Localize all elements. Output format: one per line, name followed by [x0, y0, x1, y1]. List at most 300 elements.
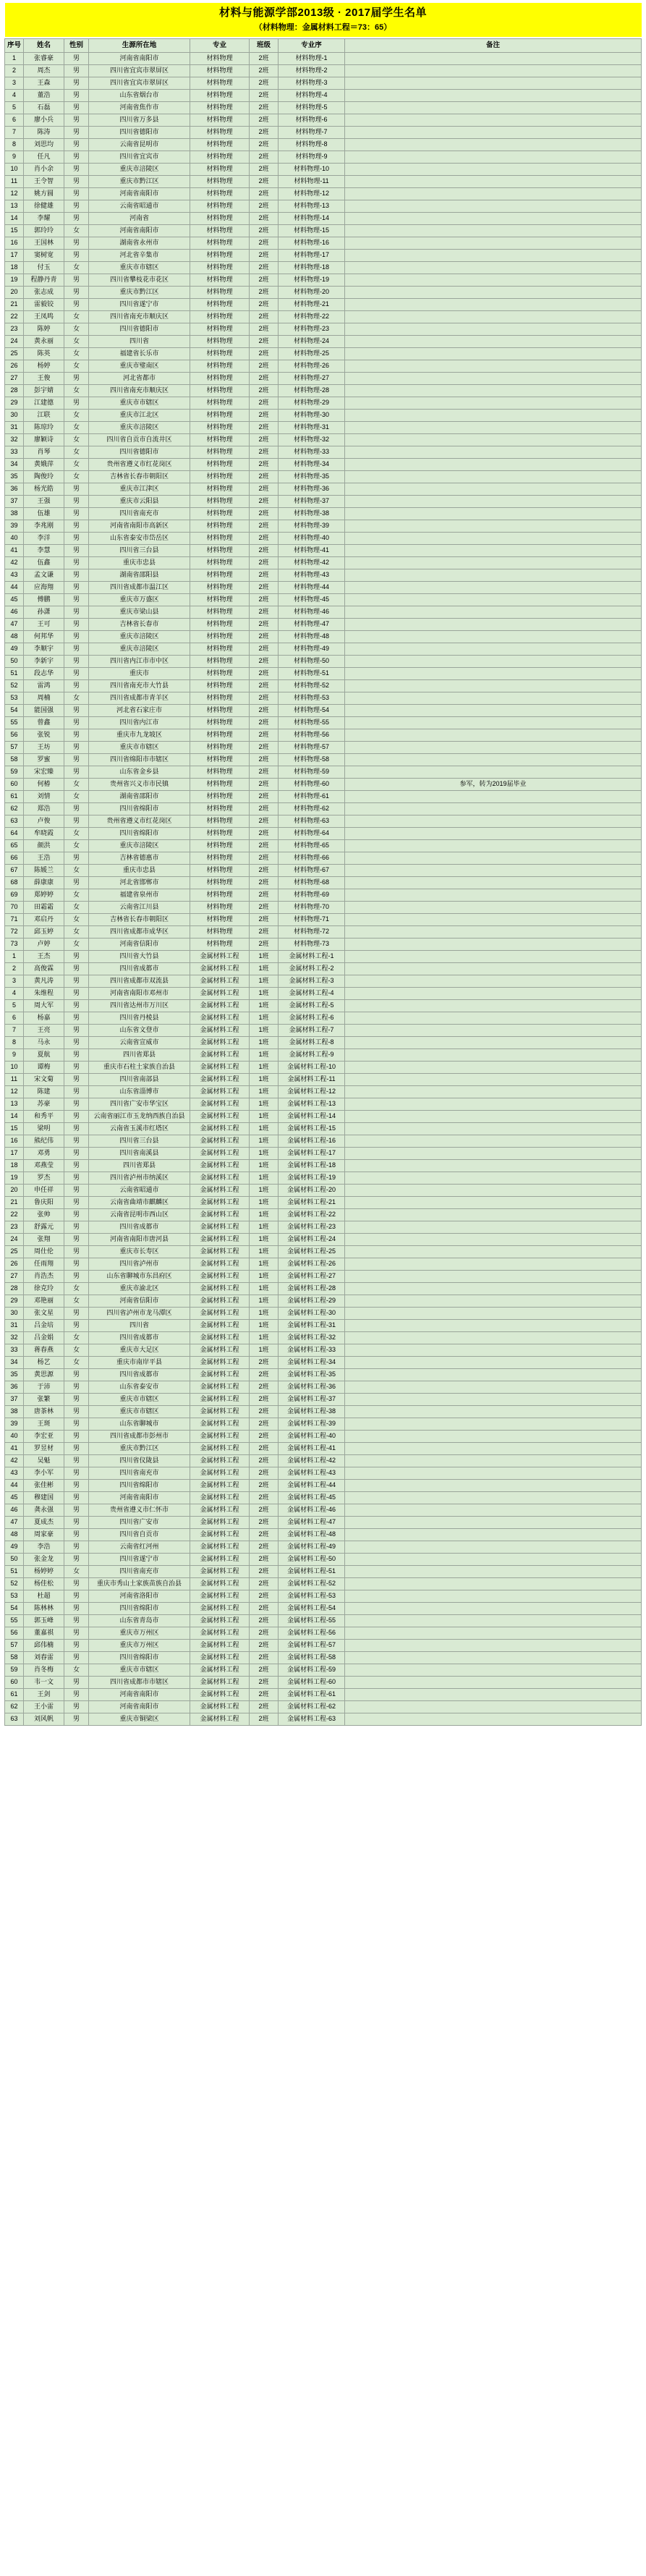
cell-class: 2班 — [250, 1369, 279, 1381]
cell-index: 9 — [5, 1049, 24, 1062]
cell-sex: 男 — [64, 1578, 89, 1590]
cell-index: 73 — [5, 939, 24, 951]
cell-sex: 女 — [64, 1357, 89, 1369]
table-row — [5, 988, 642, 1000]
cell-major-no: 材料物理-70 — [279, 902, 345, 914]
cell-origin: 四川省广安市华宝区 — [89, 1098, 190, 1111]
cell-name: 郑浩 — [24, 803, 64, 815]
cell-class: 2班 — [250, 1455, 279, 1467]
cell-note — [345, 1664, 642, 1677]
cell-origin: 福建省长乐市 — [89, 348, 190, 360]
cell-major: 金属材料工程 — [190, 1197, 250, 1209]
cell-sex: 男 — [64, 754, 89, 766]
table-row — [5, 1049, 642, 1062]
cell-name: 邓艳丽 — [24, 1295, 64, 1308]
col-origin: 生源所在地 — [89, 39, 190, 53]
cell-note — [345, 459, 642, 471]
cell-class: 1班 — [250, 1332, 279, 1344]
cell-origin: 四川省成都市 — [89, 1221, 190, 1234]
cell-sex: 男 — [64, 299, 89, 311]
cell-class: 2班 — [250, 188, 279, 200]
cell-class: 2班 — [250, 77, 279, 90]
table-row — [5, 1283, 642, 1295]
cell-origin: 四川省南充市顺庆区 — [89, 311, 190, 323]
cell-sex: 男 — [64, 766, 89, 779]
cell-note — [345, 1590, 642, 1603]
cell-origin: 河南省焦作市 — [89, 102, 190, 114]
cell-name: 邱玉婷 — [24, 926, 64, 939]
cell-class: 2班 — [250, 569, 279, 582]
cell-name: 邓启丹 — [24, 914, 64, 926]
cell-major: 金属材料工程 — [190, 1627, 250, 1640]
cell-note — [345, 754, 642, 766]
cell-name: 董嘉祺 — [24, 1627, 64, 1640]
cell-major: 材料物理 — [190, 852, 250, 865]
cell-class: 2班 — [250, 1480, 279, 1492]
cell-sex: 男 — [64, 680, 89, 692]
cell-class: 1班 — [250, 975, 279, 988]
cell-major: 材料物理 — [190, 914, 250, 926]
cell-major: 材料物理 — [190, 360, 250, 373]
cell-major-no: 材料物理-31 — [279, 422, 345, 434]
cell-origin: 四川省南充市 — [89, 1467, 190, 1480]
cell-index: 39 — [5, 1418, 24, 1431]
cell-major: 材料物理 — [190, 262, 250, 274]
cell-major-no: 金属材料工程-30 — [279, 1308, 345, 1320]
cell-origin: 重庆市万州区 — [89, 1640, 190, 1652]
cell-class: 2班 — [250, 631, 279, 643]
cell-class: 2班 — [250, 791, 279, 803]
cell-note — [345, 656, 642, 668]
cell-origin: 贵州省兴义市市民镇 — [89, 779, 190, 791]
table-row — [5, 1332, 642, 1344]
table-row — [5, 1344, 642, 1357]
cell-note — [345, 877, 642, 889]
cell-index: 23 — [5, 1221, 24, 1234]
cell-class: 2班 — [250, 545, 279, 557]
cell-major: 材料物理 — [190, 582, 250, 594]
cell-name: 付玉 — [24, 262, 64, 274]
cell-name: 王森 — [24, 77, 64, 90]
cell-name: 应海翔 — [24, 582, 64, 594]
cell-note — [345, 1455, 642, 1467]
cell-class: 1班 — [250, 1271, 279, 1283]
cell-sex: 女 — [64, 692, 89, 705]
cell-sex: 男 — [64, 803, 89, 815]
cell-major: 材料物理 — [190, 680, 250, 692]
cell-class: 2班 — [250, 902, 279, 914]
cell-major-no: 材料物理-28 — [279, 385, 345, 397]
cell-index: 48 — [5, 1529, 24, 1541]
cell-index: 50 — [5, 656, 24, 668]
table-row — [5, 373, 642, 385]
cell-origin: 吉林省长春市朝阳区 — [89, 914, 190, 926]
cell-sex: 女 — [64, 348, 89, 360]
cell-class: 2班 — [250, 705, 279, 717]
cell-sex: 男 — [64, 619, 89, 631]
cell-sex: 女 — [64, 434, 89, 446]
cell-origin: 重庆市涪陵区 — [89, 164, 190, 176]
cell-name: 李宏亚 — [24, 1431, 64, 1443]
cell-index: 60 — [5, 779, 24, 791]
cell-major: 金属材料工程 — [190, 1148, 250, 1160]
cell-sex: 男 — [64, 705, 89, 717]
cell-major-no: 金属材料工程-42 — [279, 1455, 345, 1467]
cell-class: 1班 — [250, 1234, 279, 1246]
cell-index: 1 — [5, 951, 24, 963]
cell-note — [345, 1172, 642, 1185]
cell-index: 62 — [5, 803, 24, 815]
cell-index: 14 — [5, 213, 24, 225]
table-row — [5, 1111, 642, 1123]
cell-origin: 四川省郑县 — [89, 1160, 190, 1172]
cell-origin: 四川省自贡市自流井区 — [89, 434, 190, 446]
cell-class: 2班 — [250, 742, 279, 754]
table-row — [5, 410, 642, 422]
cell-sex: 女 — [64, 471, 89, 483]
cell-note — [345, 200, 642, 213]
cell-major: 材料物理 — [190, 791, 250, 803]
cell-origin: 四川省仪陇县 — [89, 1455, 190, 1467]
cell-index: 39 — [5, 520, 24, 533]
cell-note — [345, 1652, 642, 1664]
cell-sex: 男 — [64, 1689, 89, 1701]
cell-major-no: 材料物理-13 — [279, 200, 345, 213]
cell-class: 1班 — [250, 1086, 279, 1098]
cell-name: 廖颖诗 — [24, 434, 64, 446]
cell-name: 李兆刚 — [24, 520, 64, 533]
cell-class: 2班 — [250, 815, 279, 828]
cell-index: 26 — [5, 1258, 24, 1271]
cell-note — [345, 742, 642, 754]
cell-name: 王凤鸣 — [24, 311, 64, 323]
cell-major: 金属材料工程 — [190, 1111, 250, 1123]
cell-note — [345, 496, 642, 508]
cell-name: 石磊 — [24, 102, 64, 114]
cell-major-no: 材料物理-40 — [279, 533, 345, 545]
cell-sex: 女 — [64, 225, 89, 237]
cell-major: 材料物理 — [190, 939, 250, 951]
cell-name: 周杰 — [24, 65, 64, 77]
cell-note — [345, 323, 642, 336]
cell-index: 41 — [5, 1443, 24, 1455]
cell-note — [345, 1037, 642, 1049]
cell-note — [345, 1135, 642, 1148]
cell-class: 2班 — [250, 90, 279, 102]
cell-class: 1班 — [250, 1295, 279, 1308]
cell-name: 张金龙 — [24, 1554, 64, 1566]
cell-index: 8 — [5, 1037, 24, 1049]
cell-name: 申任祥 — [24, 1185, 64, 1197]
cell-major: 金属材料工程 — [190, 1271, 250, 1283]
cell-major-no: 金属材料工程-37 — [279, 1394, 345, 1406]
cell-major-no: 金属材料工程-35 — [279, 1369, 345, 1381]
cell-index: 46 — [5, 606, 24, 619]
cell-note — [345, 1148, 642, 1160]
cell-major: 金属材料工程 — [190, 1603, 250, 1615]
cell-note — [345, 1098, 642, 1111]
cell-note — [345, 668, 642, 680]
cell-class: 2班 — [250, 1517, 279, 1529]
cell-note — [345, 1344, 642, 1357]
cell-origin: 四川省三台县 — [89, 545, 190, 557]
cell-major: 金属材料工程 — [190, 1123, 250, 1135]
cell-class: 2班 — [250, 606, 279, 619]
table-row — [5, 1258, 642, 1271]
cell-origin: 河南省南阳市高新区 — [89, 520, 190, 533]
cell-major: 金属材料工程 — [190, 1283, 250, 1295]
cell-name: 蒋春燕 — [24, 1344, 64, 1357]
cell-note — [345, 373, 642, 385]
cell-note — [345, 1123, 642, 1135]
cell-name: 邓勇 — [24, 1148, 64, 1160]
table-row — [5, 237, 642, 250]
cell-note — [345, 1467, 642, 1480]
cell-origin: 河南省南阳市邓州市 — [89, 988, 190, 1000]
cell-origin: 四川省绵阳市 — [89, 1603, 190, 1615]
cell-sex: 男 — [64, 1381, 89, 1394]
cell-name: 张睿豪 — [24, 53, 64, 65]
cell-class: 2班 — [250, 287, 279, 299]
table-row — [5, 77, 642, 90]
cell-name: 伍鑫 — [24, 557, 64, 569]
cell-origin: 四川省南部县 — [89, 1074, 190, 1086]
cell-sex: 男 — [64, 151, 89, 164]
cell-major: 材料物理 — [190, 828, 250, 840]
cell-note — [345, 225, 642, 237]
cell-class: 2班 — [250, 434, 279, 446]
cell-index: 64 — [5, 828, 24, 840]
cell-note — [345, 680, 642, 692]
cell-index: 49 — [5, 1541, 24, 1554]
cell-note — [345, 65, 642, 77]
cell-major: 金属材料工程 — [190, 1135, 250, 1148]
cell-major: 金属材料工程 — [190, 1443, 250, 1455]
cell-origin: 四川省宜宾市 — [89, 151, 190, 164]
cell-name: 龚永强 — [24, 1504, 64, 1517]
cell-major: 材料物理 — [190, 729, 250, 742]
cell-major: 材料物理 — [190, 250, 250, 262]
cell-sex: 男 — [64, 1677, 89, 1689]
cell-origin: 四川省泸州市纳溪区 — [89, 1172, 190, 1185]
cell-origin: 河北省辛集市 — [89, 250, 190, 262]
cell-sex: 男 — [64, 631, 89, 643]
cell-name: 姚方圆 — [24, 188, 64, 200]
table-row — [5, 1320, 642, 1332]
cell-origin: 河北省都市 — [89, 373, 190, 385]
cell-class: 2班 — [250, 1529, 279, 1541]
cell-index: 7 — [5, 127, 24, 139]
cell-major: 金属材料工程 — [190, 1185, 250, 1197]
cell-class: 2班 — [250, 1566, 279, 1578]
cell-major-no: 金属材料工程-26 — [279, 1258, 345, 1271]
cell-origin: 山东省泰安市岱岳区 — [89, 533, 190, 545]
cell-note — [345, 1554, 642, 1566]
cell-major: 金属材料工程 — [190, 1677, 250, 1689]
cell-major-no: 金属材料工程-49 — [279, 1541, 345, 1554]
cell-origin: 重庆市 — [89, 668, 190, 680]
cell-class: 2班 — [250, 1541, 279, 1554]
cell-name: 张翔 — [24, 1234, 64, 1246]
cell-major-no: 金属材料工程-8 — [279, 1037, 345, 1049]
cell-class: 1班 — [250, 951, 279, 963]
cell-class: 2班 — [250, 1652, 279, 1664]
cell-name: 周仕伦 — [24, 1246, 64, 1258]
cell-sex: 男 — [64, 1418, 89, 1431]
table-row — [5, 754, 642, 766]
table-row — [5, 139, 642, 151]
cell-name: 郭玲玲 — [24, 225, 64, 237]
table-row — [5, 656, 642, 668]
cell-name: 刘风帆 — [24, 1713, 64, 1726]
table-row — [5, 53, 642, 65]
cell-sex: 男 — [64, 1111, 89, 1123]
cell-major: 材料物理 — [190, 102, 250, 114]
cell-major-no: 材料物理-46 — [279, 606, 345, 619]
cell-note — [345, 1283, 642, 1295]
table-row — [5, 1406, 642, 1418]
cell-origin: 山东省聊城市东昌府区 — [89, 1271, 190, 1283]
cell-note — [345, 1234, 642, 1246]
cell-sex: 男 — [64, 1431, 89, 1443]
cell-index: 3 — [5, 77, 24, 90]
cell-origin: 河南省南阳市 — [89, 188, 190, 200]
table-row — [5, 299, 642, 311]
cell-name: 舒露元 — [24, 1221, 64, 1234]
cell-class: 2班 — [250, 397, 279, 410]
cell-note — [345, 1049, 642, 1062]
table-row — [5, 446, 642, 459]
cell-major-no: 材料物理-11 — [279, 176, 345, 188]
cell-note — [345, 729, 642, 742]
cell-origin: 四川省丹棱县 — [89, 1012, 190, 1025]
cell-index: 42 — [5, 557, 24, 569]
cell-name: 王剑 — [24, 1689, 64, 1701]
cell-note — [345, 619, 642, 631]
cell-origin: 四川省成都市 — [89, 963, 190, 975]
cell-major: 材料物理 — [190, 225, 250, 237]
cell-sex: 男 — [64, 1135, 89, 1148]
cell-note — [345, 1160, 642, 1172]
cell-name: 王俊 — [24, 373, 64, 385]
cell-name: 张繁 — [24, 1394, 64, 1406]
cell-note — [345, 176, 642, 188]
cell-note — [345, 483, 642, 496]
cell-class: 2班 — [250, 754, 279, 766]
cell-sex: 男 — [64, 606, 89, 619]
cell-class: 2班 — [250, 1394, 279, 1406]
cell-class: 1班 — [250, 1123, 279, 1135]
cell-name: 王亮 — [24, 1025, 64, 1037]
cell-class: 2班 — [250, 852, 279, 865]
cell-origin: 重庆市涪陵区 — [89, 643, 190, 656]
cell-major: 金属材料工程 — [190, 1332, 250, 1344]
cell-name: 牟晓霞 — [24, 828, 64, 840]
cell-origin: 河南省信阳市 — [89, 1295, 190, 1308]
cell-major-no: 金属材料工程-10 — [279, 1062, 345, 1074]
cell-origin: 河南省 — [89, 213, 190, 225]
cell-class: 1班 — [250, 1012, 279, 1025]
cell-index: 38 — [5, 1406, 24, 1418]
cell-origin: 河南省南阳市 — [89, 1689, 190, 1701]
cell-note — [345, 1258, 642, 1271]
cell-major-no: 材料物理-47 — [279, 619, 345, 631]
cell-index: 59 — [5, 1664, 24, 1677]
table-row — [5, 1271, 642, 1283]
cell-name: 罗昱材 — [24, 1443, 64, 1455]
cell-class: 2班 — [250, 65, 279, 77]
cell-note — [345, 1689, 642, 1701]
cell-major-no: 金属材料工程-58 — [279, 1652, 345, 1664]
table-row — [5, 680, 642, 692]
cell-sex: 男 — [64, 1467, 89, 1480]
table-row — [5, 828, 642, 840]
table-row — [5, 114, 642, 127]
cell-major-no: 金属材料工程-47 — [279, 1517, 345, 1529]
cell-note — [345, 1677, 642, 1689]
cell-major: 金属材料工程 — [190, 1517, 250, 1529]
table-row — [5, 213, 642, 225]
cell-origin: 重庆市市辖区 — [89, 397, 190, 410]
table-row — [5, 65, 642, 77]
cell-class: 2班 — [250, 496, 279, 508]
cell-name: 杨嘉 — [24, 1012, 64, 1025]
table-row — [5, 877, 642, 889]
cell-major: 材料物理 — [190, 127, 250, 139]
col-note: 备注 — [345, 39, 642, 53]
cell-major-no: 材料物理-61 — [279, 791, 345, 803]
cell-note — [345, 139, 642, 151]
table-row — [5, 1246, 642, 1258]
cell-note — [345, 533, 642, 545]
cell-name: 陈婷 — [24, 323, 64, 336]
cell-name: 罗蜜 — [24, 754, 64, 766]
cell-sex: 男 — [64, 1209, 89, 1221]
table-row — [5, 1037, 642, 1049]
table-row — [5, 1000, 642, 1012]
cell-major: 材料物理 — [190, 446, 250, 459]
cell-origin: 四川省内江市 — [89, 717, 190, 729]
cell-major: 金属材料工程 — [190, 1221, 250, 1234]
cell-major: 材料物理 — [190, 742, 250, 754]
cell-name: 曾鑫 — [24, 717, 64, 729]
cell-major-no: 金属材料工程-27 — [279, 1271, 345, 1283]
table-row — [5, 90, 642, 102]
cell-origin: 云南省昆明市 — [89, 139, 190, 151]
table-row — [5, 1074, 642, 1086]
cell-note — [345, 803, 642, 815]
cell-major-no: 材料物理-55 — [279, 717, 345, 729]
cell-class: 1班 — [250, 1062, 279, 1074]
table-row — [5, 1541, 642, 1554]
cell-major: 材料物理 — [190, 274, 250, 287]
cell-major-no: 金属材料工程-18 — [279, 1160, 345, 1172]
cell-sex: 女 — [64, 323, 89, 336]
table-row — [5, 176, 642, 188]
cell-name: 李新宇 — [24, 656, 64, 668]
cell-note — [345, 1062, 642, 1074]
table-row — [5, 1529, 642, 1541]
cell-origin: 吉林省德惠市 — [89, 852, 190, 865]
cell-origin: 重庆市忠县 — [89, 557, 190, 569]
cell-origin: 河南省南阳市 — [89, 1701, 190, 1713]
cell-class: 2班 — [250, 164, 279, 176]
cell-origin: 云南省红河州 — [89, 1541, 190, 1554]
cell-index: 25 — [5, 348, 24, 360]
cell-major-no: 金属材料工程-2 — [279, 963, 345, 975]
table-row — [5, 336, 642, 348]
cell-sex: 男 — [64, 1504, 89, 1517]
